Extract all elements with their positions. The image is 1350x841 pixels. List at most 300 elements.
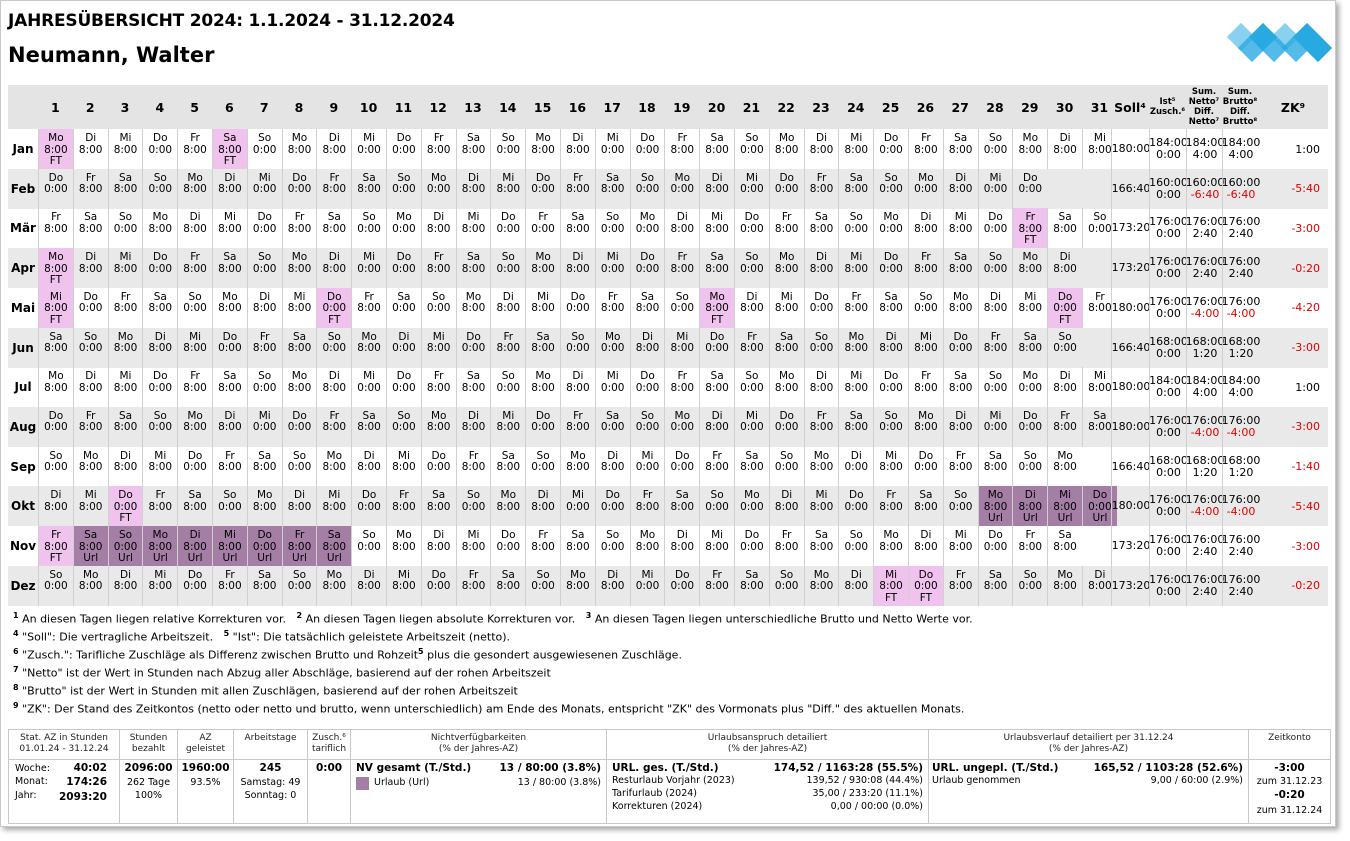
footnote-4: "Soll": Die vertragliche Arbeitszeit. bbox=[22, 630, 214, 644]
day-cell: Do 0:00 bbox=[421, 447, 456, 487]
day-column-header: 10 bbox=[359, 99, 378, 115]
day-cell: Do 0:00 bbox=[908, 447, 943, 487]
day-cell: Sa 8:00 bbox=[73, 208, 108, 248]
footnote-line-2: $^4$ "Soll": Die vertragliche Arbeitszeit. $^5$ "Ist": Die tatsächlich geleistete Arbeitszeit (netto). bbox=[13, 629, 511, 644]
day-column-header: 12 bbox=[429, 99, 447, 115]
day-cell: Mo 8:00 bbox=[282, 248, 317, 288]
zk-start-value: -3:00 bbox=[1274, 762, 1305, 774]
day-cell: Do 0:00 bbox=[490, 208, 525, 248]
day-cell: Mi 8:00 bbox=[699, 526, 734, 566]
day-cell: Sa 8:00 bbox=[351, 407, 386, 447]
day-cell: Sa 8:00 bbox=[247, 566, 282, 606]
ist-cell: 168:00 0:00 bbox=[1149, 447, 1187, 487]
day-cell: So 0:00 bbox=[804, 328, 839, 368]
day-cell: So 0:00 bbox=[908, 288, 943, 328]
day-column-header: 8 bbox=[294, 99, 304, 115]
day-cell: Mo 8:00 bbox=[560, 566, 595, 606]
day-cell: Di 8:00 bbox=[630, 328, 665, 368]
day-cell: Mo 8:00 FT bbox=[699, 288, 734, 328]
day-cell: Mo 8:00 bbox=[525, 129, 560, 169]
netto-cell: 184:00 4:00 bbox=[1186, 129, 1223, 169]
day-cell: Sa 0:00 bbox=[595, 407, 630, 447]
day-column-header: 31 bbox=[1090, 99, 1109, 115]
day-cell: Fr 8:00 bbox=[456, 447, 491, 487]
day-cell: Do 0:00 bbox=[630, 129, 665, 169]
day-cell: So 0:00 bbox=[142, 169, 177, 209]
day-cell: Mi 8:00 bbox=[490, 169, 525, 209]
day-cell: Mo 8:00 bbox=[247, 486, 282, 526]
stat-urlaubsverlauf bbox=[929, 730, 1249, 823]
day-cell: Di 8:00 bbox=[664, 526, 699, 566]
day-column-header: 23 bbox=[812, 99, 830, 115]
day-cell: Di 8:00 bbox=[804, 129, 839, 169]
day-cell: Mi 8:00 bbox=[1082, 129, 1117, 169]
month-row bbox=[8, 328, 1328, 368]
report-title: JAHRESÜBERSICHT 2024: 1.1.2024 - 31.12.2024 bbox=[8, 11, 455, 31]
day-column-header: 14 bbox=[499, 99, 517, 115]
day-cell: So 0:00 bbox=[247, 248, 282, 288]
day-cell: Mi 8:00 bbox=[838, 129, 873, 169]
ua-row-label: Korrekturen (2024) bbox=[612, 801, 703, 812]
day-cell: Di 8:00 bbox=[1047, 248, 1082, 288]
month-row bbox=[8, 566, 1328, 606]
day-cell: Di 8:00 bbox=[873, 328, 908, 368]
day-cell: Di 8:00 bbox=[804, 248, 839, 288]
day-cell: Sa 8:00 bbox=[316, 208, 351, 248]
zk-cell: -5:40 bbox=[1291, 182, 1320, 196]
day-cell: Fr 8:00 bbox=[282, 208, 317, 248]
soll-cell: 180:00 bbox=[1111, 367, 1150, 407]
day-cell: Sa 8:00 bbox=[1082, 407, 1117, 447]
month-label: Jun bbox=[12, 340, 34, 355]
day-cell: Mi 8:00 bbox=[177, 328, 212, 368]
day-cell: So 0:00 bbox=[873, 407, 908, 447]
day-cell: Do 0:00 bbox=[769, 407, 804, 447]
day-cell: So 0:00 bbox=[316, 328, 351, 368]
day-cell: Mi 8:00 bbox=[142, 566, 177, 606]
day-cell: Do 0:00 FT bbox=[108, 486, 143, 526]
day-cell: Mi 0:00 bbox=[978, 169, 1013, 209]
brutto-cell: 168:00 1:20 bbox=[1222, 328, 1259, 368]
day-cell: Di 8:00 bbox=[316, 129, 351, 169]
day-cell: Mo 0:00 bbox=[386, 208, 421, 248]
day-cell: Fr 8:00 bbox=[908, 248, 943, 288]
day-cell: So 0:00 bbox=[73, 328, 108, 368]
day-cell: So 0:00 bbox=[351, 526, 386, 566]
netto-cell: 168:00 1:20 bbox=[1186, 447, 1223, 487]
zk-cell: -4:20 bbox=[1291, 301, 1320, 315]
day-cell: Do 0:00 Url bbox=[1082, 486, 1117, 526]
netto-cell: 176:00 2:40 bbox=[1186, 248, 1223, 288]
day-cell: So 0:00 bbox=[490, 367, 525, 407]
day-cell: Do 0:00 bbox=[142, 129, 177, 169]
day-cell: Do 0:00 bbox=[699, 328, 734, 368]
netto-cell: 176:00 2:40 bbox=[1186, 566, 1223, 606]
day-cell: Fr 8:00 bbox=[351, 288, 386, 328]
geleistet-percent: 93.5% bbox=[190, 777, 221, 788]
nv-urlaub-label: Urlaub (Url) bbox=[374, 777, 430, 788]
footnote-1: An diesen Tagen liegen relative Korrekturen vor. bbox=[22, 612, 286, 626]
day-column-header: 26 bbox=[916, 99, 935, 115]
day-cell: Mo 8:00 bbox=[1012, 129, 1047, 169]
day-column-header: 15 bbox=[533, 99, 552, 115]
day-cell: Sa 8:00 bbox=[630, 288, 665, 328]
day-cell: Do 0:00 bbox=[386, 248, 421, 288]
day-cell: Sa 8:00 bbox=[490, 447, 525, 487]
ua-subtitle: (% der Jahres-AZ) bbox=[727, 744, 808, 754]
day-cell: Di 8:00 bbox=[734, 288, 769, 328]
day-cell: So 0:00 bbox=[421, 288, 456, 328]
arbeitstage-count: 245 bbox=[259, 762, 282, 774]
day-cell: Mo 8:00 FT bbox=[38, 248, 73, 288]
netto-cell: 176:00 2:40 bbox=[1186, 526, 1223, 566]
day-cell: Di 8:00 bbox=[525, 486, 560, 526]
day-cell: Mo 8:00 bbox=[525, 367, 560, 407]
day-cell: Sa 8:00 bbox=[838, 407, 873, 447]
day-cell: So 0:00 bbox=[490, 248, 525, 288]
day-cell: Fr 8:00 bbox=[769, 526, 804, 566]
day-cell: Do 0:00 bbox=[664, 566, 699, 606]
day-cell: Fr 8:00 bbox=[73, 407, 108, 447]
statistics-panel bbox=[8, 729, 1331, 824]
day-cell: Fr 0:00 bbox=[525, 208, 560, 248]
brutto-cell: 176:00 -4:00 bbox=[1222, 288, 1259, 328]
day-cell: Di 0:00 bbox=[838, 447, 873, 487]
day-column-header: 24 bbox=[847, 99, 865, 115]
day-cell: Di 8:00 bbox=[560, 367, 595, 407]
day-cell: Fr 8:00 bbox=[38, 208, 73, 248]
day-cell: Di 8:00 bbox=[769, 486, 804, 526]
geleistet-title: AZ bbox=[199, 733, 212, 743]
soll-cell: 180:00 bbox=[1111, 129, 1150, 169]
day-cell: Sa 8:00 bbox=[421, 486, 456, 526]
day-cell: Mi 8:00 Url bbox=[1047, 486, 1082, 526]
day-cell: Fr 8:00 bbox=[664, 248, 699, 288]
day-cell: Fr 8:00 bbox=[734, 328, 769, 368]
day-cell: Sa 8:00 bbox=[525, 328, 560, 368]
day-cell: So 0:00 bbox=[734, 367, 769, 407]
day-cell: So 0:00 bbox=[1082, 208, 1117, 248]
ist-cell: 176:00 0:00 bbox=[1149, 248, 1187, 288]
footnote-line-4: $^7$ "Netto" ist der Wert in Stunden nach Abzug aller Abschläge, basierend auf der rohen Arbeitszeit bbox=[13, 665, 551, 680]
day-cell: So 0:00 bbox=[108, 208, 143, 248]
month-label: Sep bbox=[10, 459, 36, 474]
day-cell: Di 8:00 bbox=[838, 566, 873, 606]
stat-az bbox=[9, 730, 120, 823]
ist-cell: 176:00 0:00 bbox=[1149, 288, 1187, 328]
day-cell: Mi 8:00 bbox=[804, 486, 839, 526]
day-cell: So 0:00 bbox=[978, 129, 1013, 169]
day-cell: Sa 8:00 Url bbox=[316, 526, 351, 566]
zk-cell: 1:00 bbox=[1295, 380, 1320, 394]
day-cell: Mo 8:00 bbox=[456, 288, 491, 328]
day-cell: Di 8:00 bbox=[978, 288, 1013, 328]
day-cell: Sa 8:00 bbox=[1047, 526, 1082, 566]
day-cell: Sa 8:00 bbox=[943, 367, 978, 407]
brutto-cell: 160:00 -6:40 bbox=[1222, 169, 1259, 209]
day-column-header: 27 bbox=[951, 99, 969, 115]
day-cell: Mi 8:00 bbox=[386, 566, 421, 606]
day-cell: Sa 8:00 bbox=[873, 288, 908, 328]
day-cell: So 0:00 bbox=[282, 566, 317, 606]
nv-urlaub-value: 13 / 80:00 (3.8%) bbox=[517, 777, 601, 788]
day-cell: Fr 8:00 bbox=[247, 328, 282, 368]
brutto-cell: 176:00 -4:00 bbox=[1222, 407, 1259, 447]
day-cell: Mi 8:00 bbox=[873, 447, 908, 487]
day-cell: Mi 8:00 bbox=[943, 208, 978, 248]
day-cell: Mo 8:00 bbox=[804, 447, 839, 487]
day-cell: So 0:00 bbox=[560, 328, 595, 368]
day-cell: Sa 8:00 bbox=[560, 526, 595, 566]
day-cell: Sa 8:00 bbox=[595, 169, 630, 209]
day-cell: Fr 8:00 bbox=[699, 447, 734, 487]
day-cell: Mi 8:00 FT bbox=[873, 566, 908, 606]
day-cell: Mi 8:00 bbox=[142, 447, 177, 487]
day-column-header: 2 bbox=[85, 99, 95, 115]
zk-end-date: zum 31.12.24 bbox=[1256, 805, 1323, 816]
day-cell: Do 0:00 bbox=[1012, 407, 1047, 447]
day-cell: Mo 8:00 bbox=[316, 566, 351, 606]
month-row bbox=[8, 169, 1328, 209]
day-cell: Fr 8:00 bbox=[108, 288, 143, 328]
day-cell: Di 8:00 bbox=[490, 288, 525, 328]
ua-row-value: 35,00 / 233:20 (11.1%) bbox=[812, 788, 923, 799]
month-label: Jan bbox=[12, 142, 34, 156]
day-cell: Do 0:00 bbox=[873, 129, 908, 169]
day-cell: Do 0:00 bbox=[664, 447, 699, 487]
day-cell: Mi 0:00 bbox=[734, 169, 769, 209]
day-cell: So 0:00 bbox=[525, 566, 560, 606]
day-cell: Mo 0:00 bbox=[873, 208, 908, 248]
stat-urlaubsanspruch bbox=[607, 730, 929, 823]
day-cell: Sa 8:00 bbox=[212, 367, 247, 407]
arbeitstage-title: Arbeitstage bbox=[244, 733, 297, 743]
day-cell: Fr 8:00 bbox=[142, 486, 177, 526]
monat-value: 174:26 bbox=[66, 776, 107, 788]
month-label: Dez bbox=[10, 578, 36, 593]
day-cell: Do 0:00 bbox=[630, 248, 665, 288]
day-cell: Do 0:00 bbox=[1012, 169, 1047, 209]
employee-name: Neumann, Walter bbox=[8, 43, 215, 67]
uv-subtitle: (% der Jahres-AZ) bbox=[1048, 744, 1129, 754]
day-cell: Mo 8:00 bbox=[282, 367, 317, 407]
day-cell: Mo 8:00 bbox=[142, 208, 177, 248]
footnote-6a: "Zusch.": Tarifliche Zuschläge als Differenz zwischen Brutto und Rohzeit bbox=[22, 648, 419, 662]
day-cell: Sa 8:00 bbox=[247, 447, 282, 487]
day-cell: Do 0:00 bbox=[804, 288, 839, 328]
footnote-line-5: $^8$ "Brutto" ist der Wert in Stunden mit allen Zuschlägen, basierend auf der rohen Arbeitszeit bbox=[13, 683, 518, 698]
day-cell: Di 8:00 Url bbox=[1012, 486, 1047, 526]
day-cell: Fr 8:00 bbox=[421, 248, 456, 288]
day-cell: Sa 8:00 bbox=[142, 288, 177, 328]
day-cell: Di 8:00 bbox=[456, 407, 491, 447]
ua-row-value: 0,00 / 00:00 (0.0%) bbox=[830, 801, 923, 812]
netto-cell: 160:00 -6:40 bbox=[1186, 169, 1223, 209]
zk-cell: -0:20 bbox=[1291, 261, 1320, 275]
day-cell: Do 0:00 bbox=[386, 129, 421, 169]
day-cell: So 0:00 bbox=[282, 447, 317, 487]
day-cell: Do 0:00 bbox=[630, 367, 665, 407]
brutto-header: Sum. Brutto⁸ Diff. Brutto⁸ bbox=[1222, 87, 1258, 127]
soll-cell: 166:40 bbox=[1111, 169, 1150, 209]
day-cell: Mi 0:00 bbox=[247, 407, 282, 447]
ist-cell: 184:00 0:00 bbox=[1149, 129, 1187, 169]
day-cell: Mo 8:00 bbox=[769, 248, 804, 288]
month-row bbox=[8, 526, 1328, 566]
day-cell: Do 0:00 bbox=[177, 566, 212, 606]
month-label: Mai bbox=[10, 300, 36, 315]
day-cell: Sa 8:00 bbox=[734, 447, 769, 487]
day-cell: Mi 8:00 bbox=[525, 288, 560, 328]
ua-total-label: URL. ges. (T./Std.) bbox=[612, 762, 719, 774]
day-column-header: 30 bbox=[1055, 99, 1074, 115]
bezahlt-days: 262 Tage bbox=[126, 777, 171, 788]
ist-cell: 184:00 0:00 bbox=[1149, 367, 1187, 407]
day-cell: Sa 8:00 bbox=[177, 486, 212, 526]
day-cell: Fr 8:00 bbox=[838, 288, 873, 328]
day-cell: So 0:00 bbox=[978, 248, 1013, 288]
woche-value: 40:02 bbox=[73, 762, 107, 774]
day-cell: Di 8:00 bbox=[212, 169, 247, 209]
day-cell: Sa 8:00 bbox=[769, 328, 804, 368]
netto-cell: 176:00 -4:00 bbox=[1186, 407, 1223, 447]
zk-cell: -3:00 bbox=[1291, 539, 1320, 553]
day-cell: Mo 8:00 bbox=[316, 447, 351, 487]
month-row bbox=[8, 367, 1328, 407]
soll-cell: 166:40 bbox=[1111, 328, 1150, 368]
day-cell: Di 8:00 bbox=[1082, 566, 1117, 606]
day-cell: So 0:00 bbox=[351, 208, 386, 248]
company-logo-icon bbox=[1213, 11, 1333, 71]
day-cell: Mo 8:00 bbox=[630, 526, 665, 566]
day-cell: Mi 0:00 bbox=[630, 447, 665, 487]
day-column-header: 29 bbox=[1021, 99, 1039, 115]
day-cell: Mi 0:00 bbox=[595, 248, 630, 288]
day-cell: Do 0:00 bbox=[978, 208, 1013, 248]
day-cell: Fr 8:00 bbox=[560, 169, 595, 209]
day-cell: Fr 8:00 bbox=[456, 566, 491, 606]
day-cell: Mo 0:00 bbox=[630, 208, 665, 248]
day-cell: Mi 8:00 FT bbox=[38, 288, 73, 328]
day-cell: Fr 8:00 bbox=[490, 328, 525, 368]
month-row bbox=[8, 288, 1328, 328]
day-cell: Fr 8:00 bbox=[908, 129, 943, 169]
ist-cell: 176:00 0:00 bbox=[1149, 208, 1187, 248]
day-cell: Mi 8:00 bbox=[386, 447, 421, 487]
ist-cell: 160:00 0:00 bbox=[1149, 169, 1187, 209]
day-cell: Sa 8:00 bbox=[108, 407, 143, 447]
day-cell: So 0:00 bbox=[490, 129, 525, 169]
day-cell: Mo 0:00 bbox=[664, 169, 699, 209]
day-cell: Mi 8:00 bbox=[490, 407, 525, 447]
day-cell: Mi 8:00 bbox=[456, 208, 491, 248]
day-cell: Sa 8:00 bbox=[804, 208, 839, 248]
soll-cell: 173:20 bbox=[1111, 566, 1150, 606]
stat-az-title: Stat. AZ in Stunden bbox=[20, 733, 108, 743]
zk-cell: -3:00 bbox=[1291, 420, 1320, 434]
day-cell: Sa 0:00 bbox=[386, 288, 421, 328]
netto-cell: 176:00 2:40 bbox=[1186, 208, 1223, 248]
day-column-header: 7 bbox=[259, 99, 269, 115]
day-cell: Di 8:00 bbox=[73, 367, 108, 407]
day-cell: Mi 8:00 bbox=[1012, 288, 1047, 328]
day-cell: Di 8:00 bbox=[456, 169, 491, 209]
day-cell: Di 8:00 bbox=[560, 129, 595, 169]
day-cell: Mo 0:00 bbox=[734, 486, 769, 526]
day-cell: Mo 0:00 bbox=[664, 407, 699, 447]
day-cell: Mi 0:00 bbox=[351, 367, 386, 407]
uv-genommen-label: Urlaub genommen bbox=[932, 775, 1021, 786]
day-cell: Di 8:00 bbox=[247, 288, 282, 328]
day-cell: Mo 8:00 bbox=[1012, 248, 1047, 288]
day-cell: Mo 8:00 bbox=[1047, 447, 1082, 487]
brutto-cell: 176:00 2:40 bbox=[1222, 248, 1259, 288]
day-cell: Do 0:00 bbox=[212, 328, 247, 368]
nv-total-label: NV gesamt (T./Std.) bbox=[356, 762, 472, 774]
day-cell: Sa 8:00 bbox=[560, 208, 595, 248]
day-cell: Mi 8:00 bbox=[316, 486, 351, 526]
soll-cell: 173:20 bbox=[1111, 248, 1150, 288]
day-cell: So 0:00 bbox=[769, 447, 804, 487]
day-cell: Mi 0:00 bbox=[595, 129, 630, 169]
month-label: Jul bbox=[14, 380, 32, 395]
day-cell: Sa 8:00 bbox=[1012, 328, 1047, 368]
day-cell: So 0:00 bbox=[630, 407, 665, 447]
zk-cell: -0:20 bbox=[1291, 579, 1320, 593]
day-cell: Fr 8:00 bbox=[421, 129, 456, 169]
day-cell: Di 8:00 bbox=[316, 367, 351, 407]
day-cell: Di 8:00 bbox=[282, 486, 317, 526]
day-cell: Mo 8:00 bbox=[560, 447, 595, 487]
brutto-cell: 176:00 2:40 bbox=[1222, 208, 1259, 248]
day-cell: Sa 8:00 bbox=[699, 248, 734, 288]
day-cell: Fr 8:00 bbox=[177, 248, 212, 288]
geleistet-hours: 1960:00 bbox=[181, 762, 230, 774]
day-cell: Fr 8:00 bbox=[873, 486, 908, 526]
arbeitstage-samstag: Samstag: 49 bbox=[240, 777, 301, 788]
day-cell: Mo 0:00 bbox=[421, 169, 456, 209]
day-cell: Di 8:00 bbox=[1047, 367, 1082, 407]
soll-cell: 180:00 bbox=[1111, 288, 1150, 328]
ist-cell: 176:00 0:00 bbox=[1149, 566, 1187, 606]
day-cell: Fr 8:00 bbox=[595, 288, 630, 328]
day-cell: Do 0:00 bbox=[734, 208, 769, 248]
day-cell: Di 8:00 bbox=[699, 407, 734, 447]
day-column-header: 25 bbox=[881, 99, 900, 115]
day-cell: Fr 8:00 bbox=[978, 328, 1013, 368]
day-cell: Sa 8:00 bbox=[804, 526, 839, 566]
day-cell: Do 0:00 Url bbox=[247, 526, 282, 566]
monat-label: Monat: bbox=[15, 776, 48, 787]
ua-total-value: 174,52 / 1163:28 (55.5%) bbox=[773, 762, 923, 774]
day-cell: Mo 8:00 bbox=[38, 367, 73, 407]
day-cell: Mi 8:00 bbox=[456, 526, 491, 566]
day-cell: So 0:00 bbox=[630, 169, 665, 209]
day-cell: Fr 8:00 bbox=[212, 566, 247, 606]
day-cell: Di 8:00 bbox=[421, 208, 456, 248]
day-cell: Mo 8:00 bbox=[177, 407, 212, 447]
day-cell: Mi 8:00 bbox=[908, 328, 943, 368]
day-cell: So 0:00 bbox=[595, 526, 630, 566]
zk-header: ZK⁹ bbox=[1280, 99, 1306, 115]
day-cell: Sa 8:00 bbox=[943, 248, 978, 288]
brutto-cell: 184:00 4:00 bbox=[1222, 129, 1259, 169]
uv-total-label: URL. ungepl. (T./Std.) bbox=[932, 762, 1059, 774]
jahr-label: Jahr: bbox=[15, 790, 37, 801]
footnote-line-6: $^9$ "ZK": Der Stand des Zeitkontos (netto oder netto und brutto, wenn unterschiedlich) am Ende des Monats, entspricht "ZK" des Vormonats plus "Diff." des aktuellen Monats. bbox=[13, 701, 965, 716]
day-cell: Mo 8:00 bbox=[386, 526, 421, 566]
month-label: Aug bbox=[9, 419, 37, 434]
